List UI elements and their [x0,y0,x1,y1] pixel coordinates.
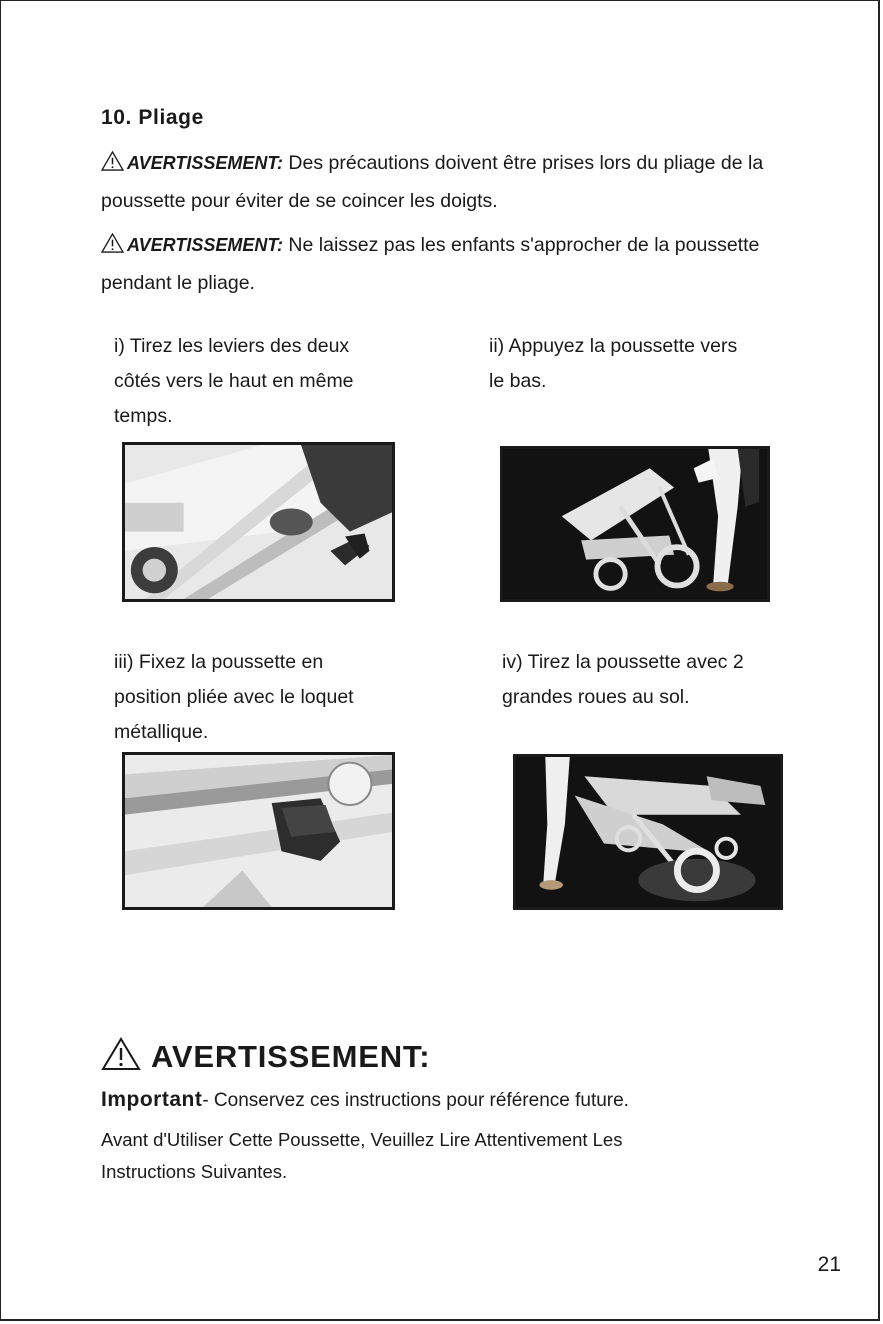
photo-pull-on-wheels [513,754,783,910]
photo-pull-levers [122,442,395,602]
photo-push-stroller-down [500,446,770,602]
warning-keep-children-away [101,226,801,302]
warning-label: AVERTISSEMENT: [127,235,284,255]
warning-text: Ne laissez pas les enfants s'approcher de la poussette pendant le pliage. [101,234,760,294]
step-3-text: iii) Fixez la poussette en position pliée avec le loquet métallique. [114,651,354,743]
photo-metal-latch [122,752,395,910]
important-text: - Conservez ces instructions pour référence future. [202,1090,629,1111]
important-line [101,1088,629,1112]
important-label: Important [101,1088,203,1111]
warning-triangle-icon [101,1037,141,1071]
page-number: 21 [817,1253,841,1276]
step-2-text: ii) Appuyez la poussette vers le bas. [489,335,738,392]
bottom-warning-heading [101,1037,430,1075]
section-title: 10. Pliage [101,106,204,129]
bottom-warning-label: AVERTISSEMENT: [151,1039,431,1074]
warning-label: AVERTISSEMENT: [127,153,284,173]
step-4-text: iv) Tirez la poussette avec 2 grandes roues au sol. [502,651,744,708]
warning-triangle-icon [101,146,124,166]
read-instructions-notice: Avant d'Utiliser Cette Poussette, Veuillez Lire Attentivement Les Instructions Suivantes. [101,1129,623,1182]
warning-text: Des précautions doivent être prises lors du pliage de la poussette pour éviter de se coincer les doigts. [101,152,764,212]
warning-triangle-icon [101,228,124,248]
step-1-text: i) Tirez les leviers des deux côtés vers le haut en même temps. [114,335,354,427]
warning-folding-fingers [101,144,801,220]
